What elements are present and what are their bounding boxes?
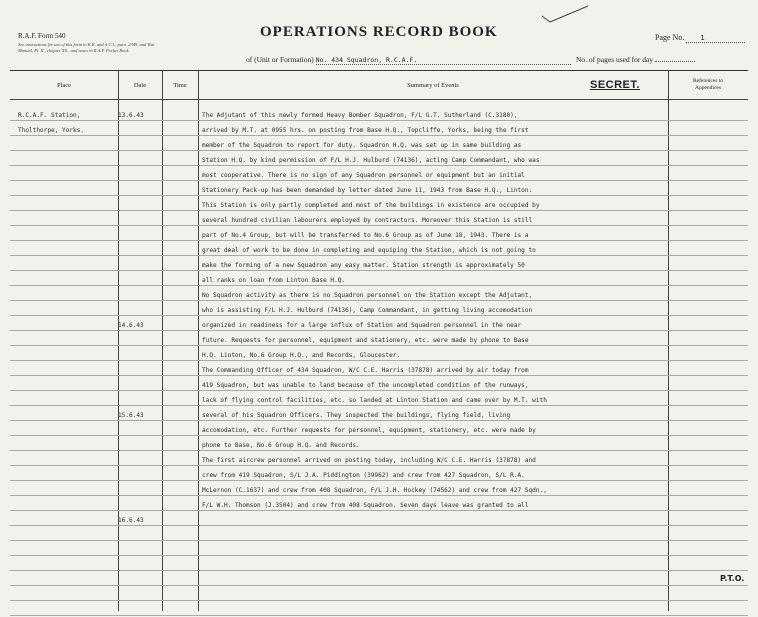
ruled-line (10, 555, 748, 556)
summary-line: future. Requests for personnel, equipment and stationery, etc. were made by phone to Base (202, 337, 529, 344)
summary-line: all ranks on loan from Linton Base H.Q. (202, 277, 346, 284)
entry-date: 13.6.43 (118, 112, 144, 119)
summary-line: crew from 419 Squadron, S/L J.A. Piddington (39962) and crew from 427 Squadron, S/L R.A. (202, 472, 525, 479)
summary-line: 419 Squadron, but was unable to land because of the uncompleted condition of the runways, (202, 382, 529, 389)
summary-line: The Commanding Officer of 434 Squadron, W/C C.E. Harris (37878) arrived by air today from (202, 367, 529, 374)
summary-line: most cooperative. There is no sign of any Squadron personnel or equipment but an initial (202, 172, 525, 179)
ruled-line (10, 570, 748, 571)
summary-line: H.Q. Linton, No.6 Group H.Q., and Records, Gloucester. (202, 352, 401, 359)
header-references: References to Appendices (692, 78, 724, 91)
entry-date: 15.6.43 (118, 412, 144, 419)
pages-used-value (655, 61, 695, 62)
summary-line: McLernon (C.1637) and crew from 408 Squadron, F/L J.H. Hockey (74562) and crew from 427 Sqdn., (202, 487, 547, 494)
column-divider (198, 71, 199, 611)
ruled-line (10, 615, 748, 616)
summary-line: Station H.Q. by kind permission of F/L H.J. Hulburd (74136), acting Camp Commandant, who was (202, 157, 540, 164)
pages-used-field (576, 55, 695, 64)
ruled-line (10, 600, 748, 601)
ruled-line (10, 585, 748, 586)
column-divider (162, 71, 163, 611)
place-line: Tholthorpe, Yorks. (18, 127, 85, 134)
column-divider (118, 71, 119, 611)
summary-line: No Squadron activity as there is no Squadron personnel on the Station except the Adjutant, (202, 292, 533, 299)
summary-line: member of the Squadron to report for duty. Squadron H.Q. was set up in same building as (202, 142, 522, 149)
unit-field-value: No. 434 Squadron, R.C.A.F. (316, 56, 571, 65)
summary-line: The first aircrew personnel arrived on posting today, including W/C C.E. Harris (37878) and (202, 457, 536, 464)
summary-line: several hundred civilian labourers employed by contractors. Moreover this Station is still (202, 217, 533, 224)
form-instructions: See instructions for use of this form in K.R. and A.C.I., para. 2349, and War Manual, Pt. II., chapter XX., and notes in R.A.F. Pocket Book. (18, 42, 155, 53)
summary-line: accomodation, etc. Further requests for personnel, equipment, stationery, etc. were made by (202, 427, 536, 434)
header-summary: Summary of Events (407, 81, 459, 89)
summary-line: make the forming of a new Squadron any easy matter. Station strength is approximately 50 (202, 262, 525, 269)
header-time: Time (173, 81, 187, 89)
page-number-value: 1 (686, 34, 745, 43)
ruled-line (10, 540, 748, 541)
page-number (655, 33, 745, 43)
page-number-label: Page No. (655, 33, 685, 42)
header-date: Date (133, 81, 147, 89)
summary-line: F/L W.H. Thomson (J.3504) and crew from 408 Squadron. Seven days leave was granted to all (202, 502, 529, 509)
summary-line: phone to Base, No.6 Group H.Q. and Records. (202, 442, 360, 449)
summary-line: part of No.4 Group, but will be transferred to No.6 Group as of June 18, 1943. There is a (202, 232, 529, 239)
form-number: R.A.F. Form 540 (18, 32, 66, 40)
secret-stamp: SECRET. (590, 79, 640, 91)
summary-line: organized in readiness for a large influx of Station and Squadron personnel in the near (202, 322, 522, 329)
header-place: Place (56, 81, 72, 89)
header-divider (10, 99, 748, 100)
summary-line: The Adjutant of this newly formed Heavy Bomber Squadron, F/L G.T. Sutherland (C.3180), (202, 112, 518, 119)
summary-line: several of his Squadron Officers. They inspected the buildings, flying field, living (202, 412, 511, 419)
column-divider (668, 71, 669, 611)
summary-line: This Station is only partly completed and most of the buildings in existence are occupied by (202, 202, 540, 209)
summary-line: great deal of work to be done in completing and equiping the Station, which is not going to (202, 247, 536, 254)
summary-line: Stationery Pack-up has been demanded by letter dated June 11, 1943 from Base H.Q., Linton. (202, 187, 533, 194)
summary-line: who is assisting F/L H.J. Hulburd (74136), Camp Commandant, in getting living accomodation (202, 307, 533, 314)
unit-field (246, 55, 571, 65)
tick-mark-icon (540, 4, 590, 24)
summary-line: arrived by M.T. at 0955 hrs. on posting from Base H.Q., Topcliffe, Yorks, being the first (202, 127, 529, 134)
page-title: OPERATIONS RECORD BOOK (260, 24, 498, 40)
continuation-mark: P.T.O. (720, 574, 745, 583)
place-line: R.C.A.F. Station, (18, 112, 81, 119)
record-table (10, 70, 748, 611)
entry-date: 14.6.43 (118, 322, 144, 329)
summary-line: lack of flying control facilities, etc. so landed at Linton Station and came over by M.T. with (202, 397, 547, 404)
entry-date: 16.6.43 (118, 517, 144, 524)
pages-used-label: No. of pages used for day (576, 55, 654, 64)
unit-field-label: of (Unit or Formation) (246, 55, 314, 64)
